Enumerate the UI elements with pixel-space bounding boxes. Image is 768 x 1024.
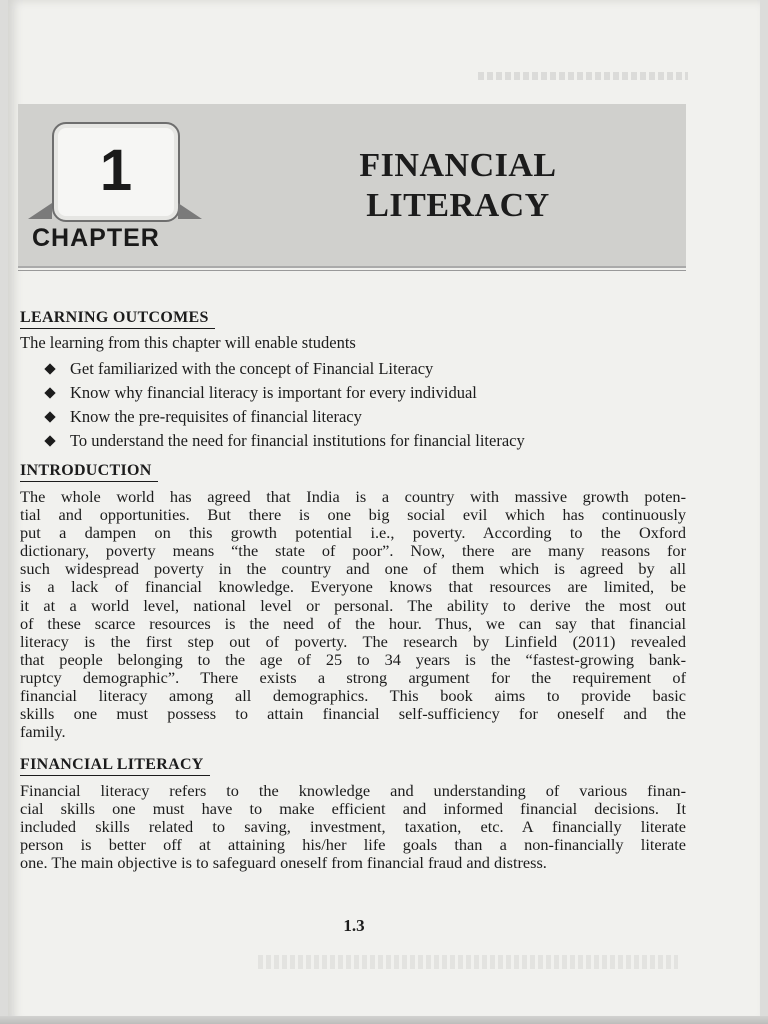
chapter-title-line: LITERACY [366, 187, 550, 224]
banner-rule [18, 270, 686, 271]
introduction-paragraph: The whole world has agreed that India is a country with massive growth poten- tial and opportunities. But there is one big social evil which has continuously put a dampen on this growth potential i.e., poverty. According to the Oxford dictionary, poverty means “the state of poor”. Now, there are many reasons for such widespread poverty in the country and one of them which is agreed by all is a lack of financial knowledge. Everyone knows that resources are limited, be it at a world level, national level or personal. The ability to derive the most out of these scarce resources is the need of the hour. Thus, we can say that financial literacy is the first step out of poverty. The research by Linfield (2011) revealed that people belonging to the age of 25 to 34 years is the “fastest-growing bank- ruptcy demographic”. There exists a strong argument for the requirement of financial literacy among all demographics. This book aims to provide basic skills one must possess to attain financial self-sufficiency for oneself and the family. [20, 487, 686, 742]
list-item: Know the pre-requisites of financial literacy [44, 405, 525, 429]
page-bottom-edge [0, 1016, 768, 1024]
list-item: To understand the need for financial institutions for financial literacy [44, 429, 525, 453]
diamond-bullet-icon [44, 435, 55, 446]
ribbon-right-icon [178, 203, 202, 219]
learning-outcomes-intro: The learning from this chapter will enable students [20, 333, 356, 352]
list-item: Get familiarized with the concept of Financial Literacy [44, 357, 525, 381]
diamond-bullet-icon [44, 387, 55, 398]
chapter-title-line: FINANCIAL [359, 147, 557, 184]
financial-literacy-heading: FINANCIAL LITERACY [20, 755, 210, 776]
learning-outcomes-heading: LEARNING OUTCOMES [20, 308, 215, 329]
page-number: 1.3 [343, 916, 365, 935]
chapter-title [308, 146, 608, 226]
chapter-label: CHAPTER [32, 224, 160, 252]
diamond-bullet-icon [44, 411, 55, 422]
bleed-through-text [478, 72, 688, 80]
bleed-through-text [258, 955, 678, 969]
introduction-heading: INTRODUCTION [20, 461, 158, 482]
list-item: Know why financial literacy is important for every individual [44, 381, 525, 405]
chapter-number: 1 [99, 138, 133, 203]
diamond-bullet-icon [44, 363, 55, 374]
learning-outcomes-list [44, 357, 525, 453]
book-page [8, 0, 760, 1024]
financial-literacy-paragraph: Financial literacy refers to the knowledge and understanding of various finan- cial skills one must have to make efficient and informed financial decisions. It included skills related to saving, investment, taxation, etc. A financially literate person is better off at attaining his/her life goals than a non-financially literate one. The main objective is to safeguard oneself from financial fraud and distress. [20, 781, 686, 873]
ribbon-left-icon [28, 203, 52, 219]
